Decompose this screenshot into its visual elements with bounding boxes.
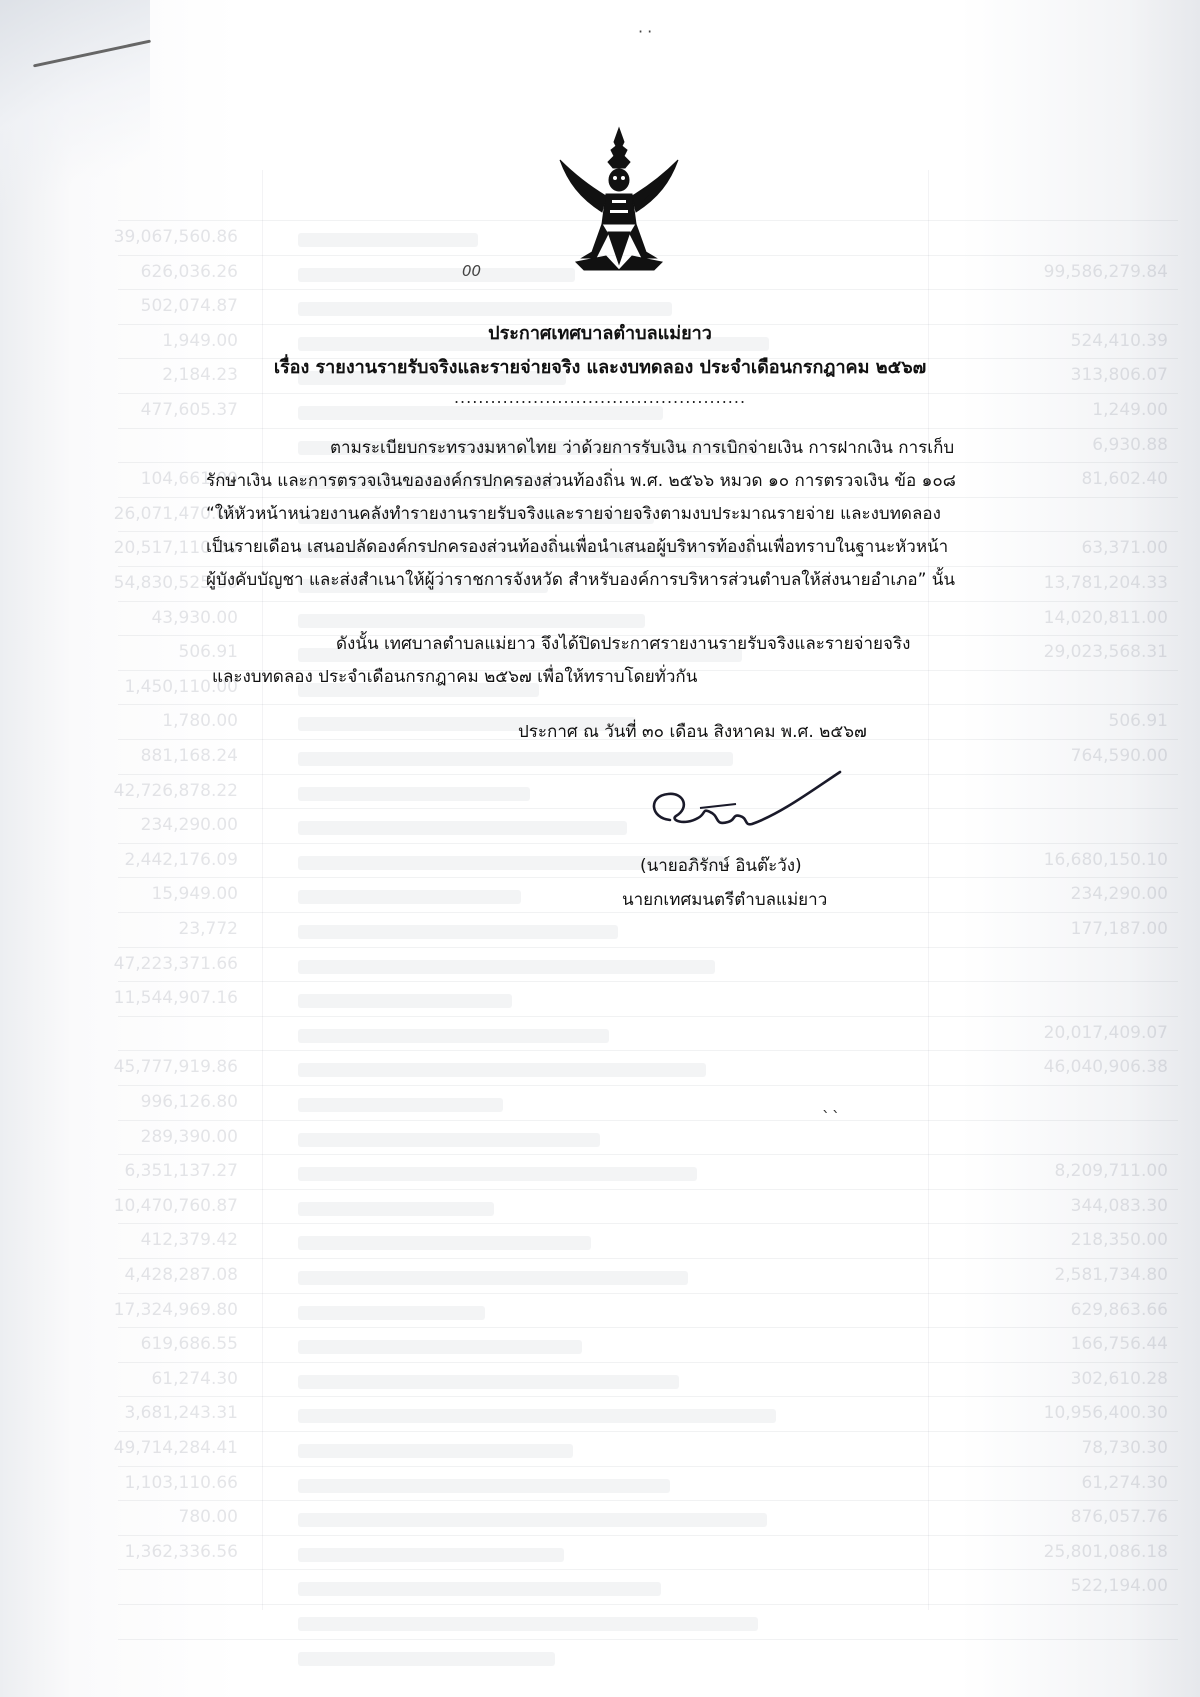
announcement-title: ประกาศเทศบาลตำบลแม่ยาว	[488, 323, 712, 344]
bleed-through-label	[298, 1375, 679, 1389]
announced-date: ประกาศ ณ วันที่ ๓๐ เดือน สิงหาคม พ.ศ. ๒๕๖๗	[518, 722, 867, 742]
paragraph2-line: และงบทดลอง ประจำเดือนกรกฎาคม ๒๕๖๗ เพื่อให้ทราบโดยทั่วกัน	[212, 667, 698, 687]
bleed-through-left-value: 42,726,878.22	[113, 780, 238, 801]
bleed-through-right-value: 13,781,204.33	[1043, 573, 1168, 593]
bleed-through-left-value: 1,103,110.66	[124, 1472, 238, 1493]
bleed-through-left-value: 412,379.42	[140, 1230, 238, 1251]
bleed-through-left-value: 502,074.87	[140, 296, 238, 317]
bleed-through-left-value: 881,168.24	[140, 746, 238, 766]
bleed-through-label	[298, 960, 715, 974]
scan-specks: ``	[822, 1108, 842, 1127]
bleed-through-label	[298, 233, 478, 247]
bleed-through-label	[298, 1133, 600, 1147]
bleed-through-right-value: 2,581,734.80	[1054, 1265, 1168, 1285]
bleed-through-left-value: 39,067,560.86	[113, 227, 238, 247]
bleed-through-row	[118, 1223, 1178, 1258]
bleed-through-label	[298, 752, 733, 766]
bleed-through-right-value: 14,020,811.00	[1043, 607, 1168, 628]
bleed-through-right-value: 344,083.30	[1070, 1195, 1168, 1216]
bleed-through-row	[113, 947, 1178, 982]
bleed-through-row	[118, 1604, 1178, 1639]
bleed-through-right-value: 234,290.00	[1070, 884, 1168, 905]
bleed-through-label	[298, 821, 627, 835]
announcement-subject: เรื่อง รายงานรายรับจริงและรายจ่ายจริง และงบทดลอง ประจำเดือนกรกฎาคม ๒๕๖๗	[273, 357, 927, 378]
bleed-through-row	[113, 1050, 1178, 1085]
bleed-through-left-value: 10,470,760.87	[113, 1195, 238, 1216]
bleed-through-row	[118, 1569, 1178, 1604]
paragraph1-line: เป็นรายเดือน เสนอปลัดองค์กรปกครองส่วนท้องถิ่นเพื่อนำเสนอผู้บริหารท้องถิ่นเพื่อทราบในฐานะหัวหน้า	[206, 537, 949, 557]
bleed-through-label	[298, 1202, 494, 1216]
bleed-through-left-value: 289,390.00	[140, 1126, 238, 1147]
bleed-through-label	[298, 1098, 503, 1112]
bleed-through-label	[298, 614, 645, 628]
paragraph1-line: รักษาเงิน และการตรวจเงินขององค์กรปกครองส่วนท้องถิ่น พ.ศ. ๒๕๖๖ หมวด ๑๐ การตรวจเงิน ข้อ ๑๐๘	[206, 471, 956, 491]
bleed-through-left-value: 49,714,284.41	[113, 1438, 238, 1458]
bleed-through-row	[118, 1327, 1178, 1362]
bleed-through-label	[298, 1582, 661, 1596]
bleed-through-left-value: 23,772	[178, 919, 238, 939]
bleed-through-left-value: 780.00	[178, 1507, 238, 1528]
bleed-through-left-value: 61,274.30	[151, 1368, 238, 1389]
bleed-through-right-value: 506.91	[1108, 711, 1168, 732]
bleed-through-left-value: 11,544,907.16	[113, 988, 238, 1009]
paragraph1-line: ผู้บังคับบัญชา และส่งสำเนาให้ผู้ว่าราชการจังหวัด สำหรับองค์การบริหารส่วนตำบลให้ส่งนายอำเภอ” นั้น	[206, 570, 956, 590]
bleed-through-row	[118, 1362, 1178, 1397]
bleed-through-right-value: 764,590.00	[1070, 746, 1168, 766]
bleed-through-left-value: 6,351,137.27	[124, 1161, 238, 1182]
bleed-through-label	[298, 1409, 776, 1423]
bleed-through-left-value: 43,930.00	[151, 607, 238, 628]
bleed-through-right-value: 524,410.39	[1070, 330, 1168, 351]
bleed-through-right-value: 16,680,150.10	[1043, 849, 1168, 870]
bleed-through-left-value: 2,442,176.09	[124, 849, 238, 870]
bleed-through-row	[118, 1500, 1178, 1535]
paragraph2-line: ดังนั้น เทศบาลตำบลแม่ยาว จึงได้ปิดประกาศรายงานรายรับจริงและรายจ่ายจริง	[336, 634, 911, 654]
bleed-through-right-value: 99,586,279.84	[1043, 261, 1168, 282]
bleed-through-left-value: 234,290.00	[140, 815, 238, 836]
paragraph1-line: “ให้หัวหน้าหน่วยงานคลังทำรายงานรายรับจริงและรายจ่ายจริงตามงบประมาณรายจ่าย และงบทดลอง	[206, 504, 941, 524]
bleed-through-right-value: 876,057.76	[1070, 1507, 1168, 1528]
bleed-through-right-value: 313,806.07	[1070, 365, 1168, 386]
bleed-through-label	[298, 268, 575, 282]
bleed-through-row	[118, 1016, 1178, 1051]
bleed-through-row	[113, 1189, 1178, 1224]
bleed-through-left-value: 2,184.23	[162, 365, 238, 386]
bleed-through-left-value: 54,830,525.30	[113, 573, 238, 593]
bleed-through-label	[298, 1617, 758, 1631]
bleed-through-row	[113, 981, 1178, 1016]
bleed-through-label	[298, 1548, 564, 1562]
bleed-through-right-value: 25,801,086.18	[1043, 1541, 1168, 1562]
bleed-through-right-value: 177,187.00	[1070, 919, 1168, 939]
bleed-through-label	[298, 1652, 555, 1666]
bleed-through-row	[118, 1258, 1178, 1293]
bleed-through-right-value: 46,040,906.38	[1043, 1057, 1168, 1078]
bleed-through-row	[118, 1639, 1178, 1674]
bleed-through-label	[298, 1029, 609, 1043]
bleed-through-left-value: 1,949.00	[162, 330, 238, 351]
bleed-through-left-value: 45,777,919.86	[113, 1057, 238, 1078]
bleed-through-label	[298, 1236, 591, 1250]
bleed-through-right-value: 218,350.00	[1070, 1230, 1168, 1251]
bleed-through-label	[298, 787, 530, 801]
bleed-through-label	[298, 994, 512, 1008]
title-divider: ................................................	[453, 388, 747, 407]
bleed-through-left-value: 4,428,287.08	[124, 1265, 238, 1285]
bleed-through-right-value: 29,023,568.31	[1043, 642, 1168, 663]
bleed-through-label	[298, 1271, 688, 1285]
signer-name: (นายอภิรักษ์ อินต๊ะวัง)	[640, 856, 802, 876]
signer-position: นายกเทศมนตรีตำบลแม่ยาว	[622, 890, 828, 910]
bleed-through-left-value: 1,362,336.56	[124, 1541, 238, 1562]
bleed-through-row	[113, 1293, 1178, 1328]
bleed-through-left-value: 17,324,969.80	[113, 1299, 238, 1320]
bleed-through-left-value: 15,949.00	[151, 884, 238, 905]
bleed-through-right-value: 629,863.66	[1070, 1299, 1168, 1320]
bleed-through-right-value: 166,756.44	[1070, 1334, 1168, 1355]
reference-mark: 00	[462, 262, 482, 280]
bleed-through-row	[118, 1085, 1178, 1120]
bleed-through-label	[298, 1306, 485, 1320]
bleed-through-label	[298, 1444, 573, 1458]
bleed-through-label	[298, 302, 672, 316]
bleed-through-label	[298, 1479, 670, 1493]
bleed-through-left-value: 626,036.26	[140, 261, 238, 282]
bleed-through-label	[298, 925, 618, 939]
bleed-through-left-value: 47,223,371.66	[113, 953, 238, 974]
tape-residue	[0, 0, 150, 230]
garuda-emblem-icon	[556, 124, 682, 274]
bleed-through-label	[298, 406, 663, 420]
bleed-through-right-value: 78,730.30	[1081, 1438, 1168, 1458]
bleed-through-label	[298, 1340, 582, 1354]
bleed-through-left-value: 1,780.00	[162, 711, 238, 732]
bleed-through-left-value: 619,686.55	[140, 1334, 238, 1355]
bleed-through-row	[118, 1535, 1178, 1570]
bleed-through-right-value: 20,017,409.07	[1043, 1022, 1168, 1043]
bleed-through-label	[298, 890, 521, 904]
bleed-through-right-value: 81,602.40	[1081, 469, 1168, 490]
bleed-through-left-value: 26,071,470.00	[113, 503, 238, 524]
bleed-through-row	[118, 1154, 1178, 1189]
bleed-through-left-value: 20,517,110.00	[113, 538, 238, 559]
bleed-through-left-value: 104,661.00	[140, 469, 238, 490]
bleed-through-right-value: 8,209,711.00	[1054, 1161, 1168, 1182]
bleed-through-label	[298, 1513, 767, 1527]
bleed-through-right-value: 302,610.28	[1070, 1368, 1168, 1389]
bleed-through-row	[113, 1431, 1178, 1466]
bleed-through-right-value: 1,249.00	[1092, 400, 1168, 420]
bleed-through-label	[298, 1167, 697, 1181]
bleed-through-row	[118, 1466, 1178, 1501]
bleed-through-right-value: 6,930.88	[1092, 434, 1168, 455]
scan-specks: ··	[638, 22, 657, 41]
bleed-through-left-value: 506.91	[178, 642, 238, 663]
bleed-through-left-value: 996,126.80	[140, 1092, 238, 1112]
bleed-through-right-value: 61,274.30	[1081, 1472, 1168, 1493]
bleed-through-row	[118, 912, 1178, 947]
bleed-through-right-value: 63,371.00	[1081, 538, 1168, 559]
paragraph1-line: ตามระเบียบกระทรวงมหาดไทย ว่าด้วยการรับเงิน การเบิกจ่ายเงิน การฝากเงิน การเก็บ	[330, 438, 955, 458]
handwritten-signature	[640, 768, 860, 848]
bleed-through-left-value: 3,681,243.31	[124, 1403, 238, 1424]
bleed-through-label	[298, 1063, 706, 1077]
bleed-through-row	[118, 1396, 1178, 1431]
bleed-through-left-value: 477,605.37	[140, 400, 238, 420]
bleed-through-row	[118, 1120, 1178, 1155]
bleed-through-right-value: 522,194.00	[1070, 1576, 1168, 1597]
bleed-through-left-value: 1,450,110.00	[124, 676, 238, 697]
bleed-through-right-value: 10,956,400.30	[1043, 1403, 1168, 1424]
